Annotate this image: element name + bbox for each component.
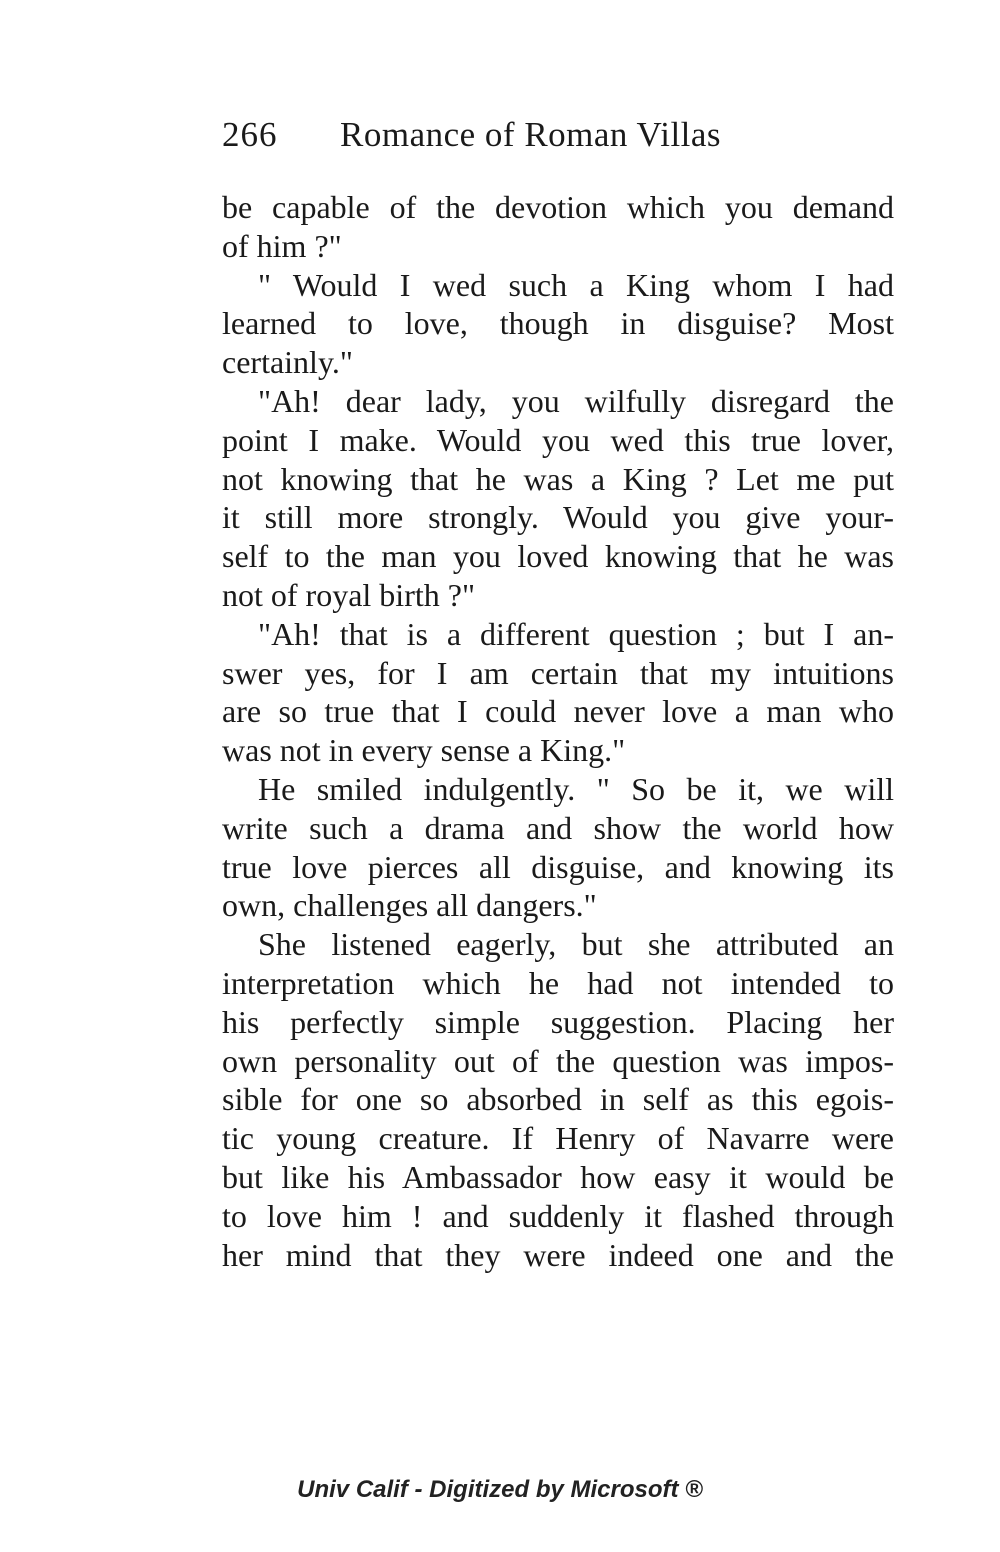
text-line: "Ah! dear lady, you wilfully disregard the [258,382,894,419]
text-line: are so true that I could never love a man who [222,693,894,730]
text-line: " Would I wed such a King whom I had [258,266,894,303]
running-title: Romance of Roman Villas [340,115,722,154]
text-line: self to the man you loved knowing that he was [222,538,894,575]
text-line: write such a drama and show the world how [222,809,894,846]
text-line: sible for one so absorbed in self as this egois- [222,1081,894,1118]
text-line: interpretation which he had not intended to [222,964,894,1001]
text-line: own personality out of the question was impos- [222,1042,894,1079]
text-line: She listened eagerly, but she attributed an [258,926,894,963]
text-line: swer yes, for I am certain that my intuitions [222,654,894,691]
page-header [222,110,894,160]
text-line: tic young creature. If Henry of Navarre were [222,1120,894,1157]
text-line: be capable of the devotion which you demand [222,189,894,225]
digitization-watermark: Univ Calif - Digitized by Microsoft ® [297,1476,703,1503]
text-line: point I make. Would you wed this true lover, [222,421,894,458]
text-line: her mind that they were indeed one and the [222,1236,894,1273]
text-line: learned to love, though in disguise? Most [222,305,894,342]
text-line: of him ?" [222,227,342,264]
text-line: was not in every sense a King." [222,732,626,769]
text-line: true love pierces all disguise, and knowing its [222,848,894,885]
text-line: it still more strongly. Would you give your- [222,499,894,536]
text-line: own, challenges all dangers." [222,887,597,924]
text-line: not knowing that he was a King ? Let me put [222,460,894,497]
text-line: He smiled indulgently. " So be it, we will [258,770,894,807]
text-line: but like his Ambassador how easy it would be [222,1158,894,1195]
text-line: "Ah! that is a different question ; but I an- [258,615,894,652]
text-line: not of royal birth ?" [222,576,475,613]
text-line: certainly." [222,344,353,381]
body-text [222,188,894,1274]
text-line: to love him ! and suddenly it flashed through [222,1197,894,1234]
page-number: 266 [222,115,278,154]
text-line: his perfectly simple suggestion. Placing her [222,1003,894,1040]
